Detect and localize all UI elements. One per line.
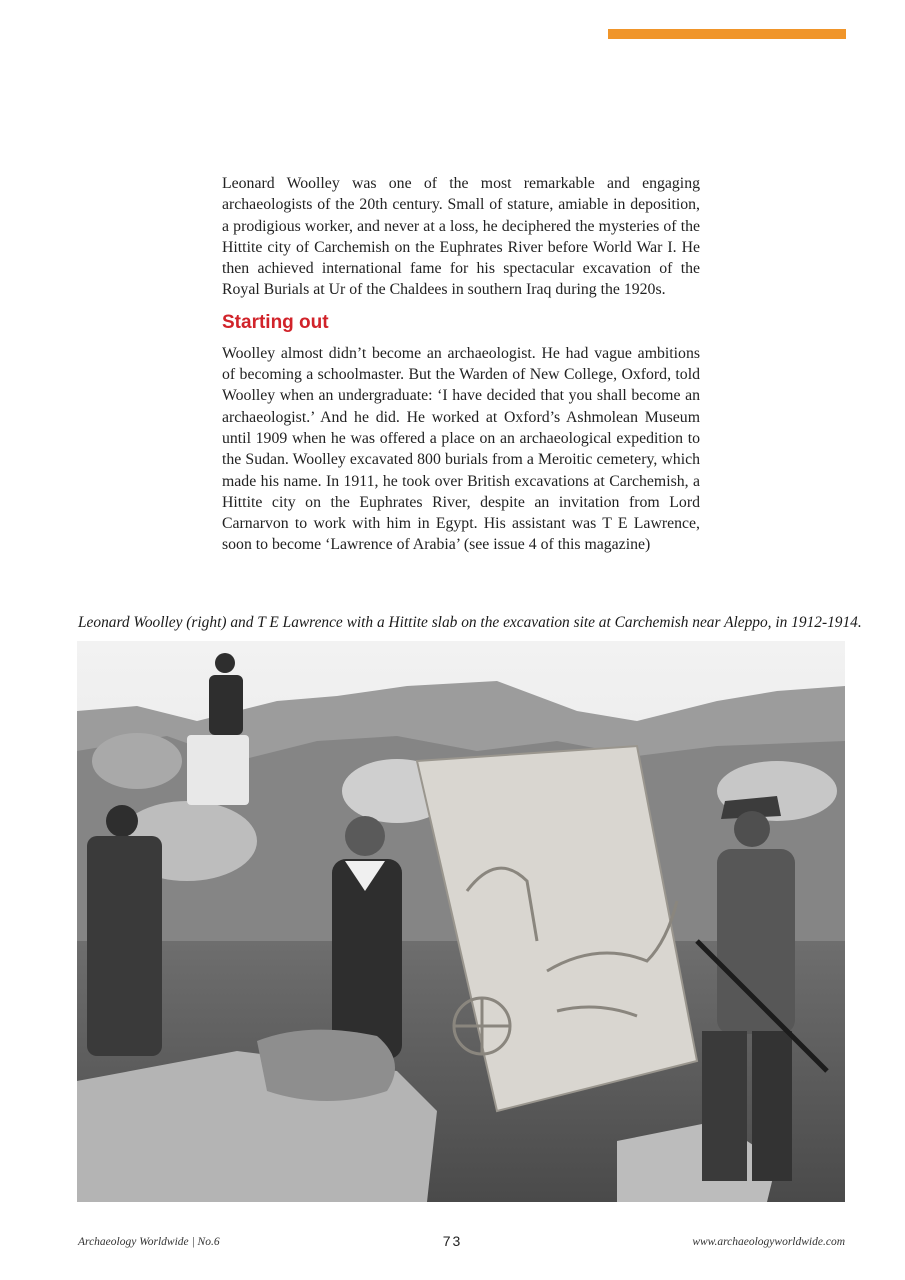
page-number: 73 [442,1233,463,1249]
accent-bar [608,29,846,39]
photo-caption: Leonard Woolley (right) and T E Lawrence with a Hittite slab on the excavation site at Carchemish near Aleppo, in 1912-1914. [78,614,862,631]
body-paragraph: Woolley almost didn’t become an archaeologist. He had vague ambitions of becoming a schoolmaster. But the Warden of New College, Oxford, told Woolley when an undergraduate: ‘I have decided that you shall become an archaeologist.’ And he did. He worked at Oxford’s Ashmolean Museum until 1909 when he was offered a place on an archaeological expedition to the Sudan. Woolley excavated 800 burials from a Meroitic cemetery, which made his name. In 1911, he took over British excavations at Carchemish, a Hittite city on the Euphrates River, despite an invitation from Lord Carnarvon to work with him in Egypt. His assistant was T E Lawrence, soon to become ‘Lawrence of Arabia’ (see issue 4 of this magazine) [222,344,700,554]
excavation-photo [77,641,845,1202]
article-column [222,173,700,556]
intro-paragraph: Leonard Woolley was one of the most remarkable and engaging archaeologists of the 20th century. Small of stature, amiable in deposition, a prodigious worker, and never at a loss, he deciphered the mysteries of the Hittite city of Carchemish on the Euphrates River before World War I. He then achieved international fame for his spectacular excavation of the Royal Burials at Ur of the Chaldees in southern Iraq during the 1920s. [222,175,700,299]
footer-publication: Archaeology Worldwide | No.6 [78,1236,220,1248]
section-heading: Starting out [222,311,329,333]
footer-website[interactable]: www.archaeologyworldwide.com [692,1236,845,1248]
